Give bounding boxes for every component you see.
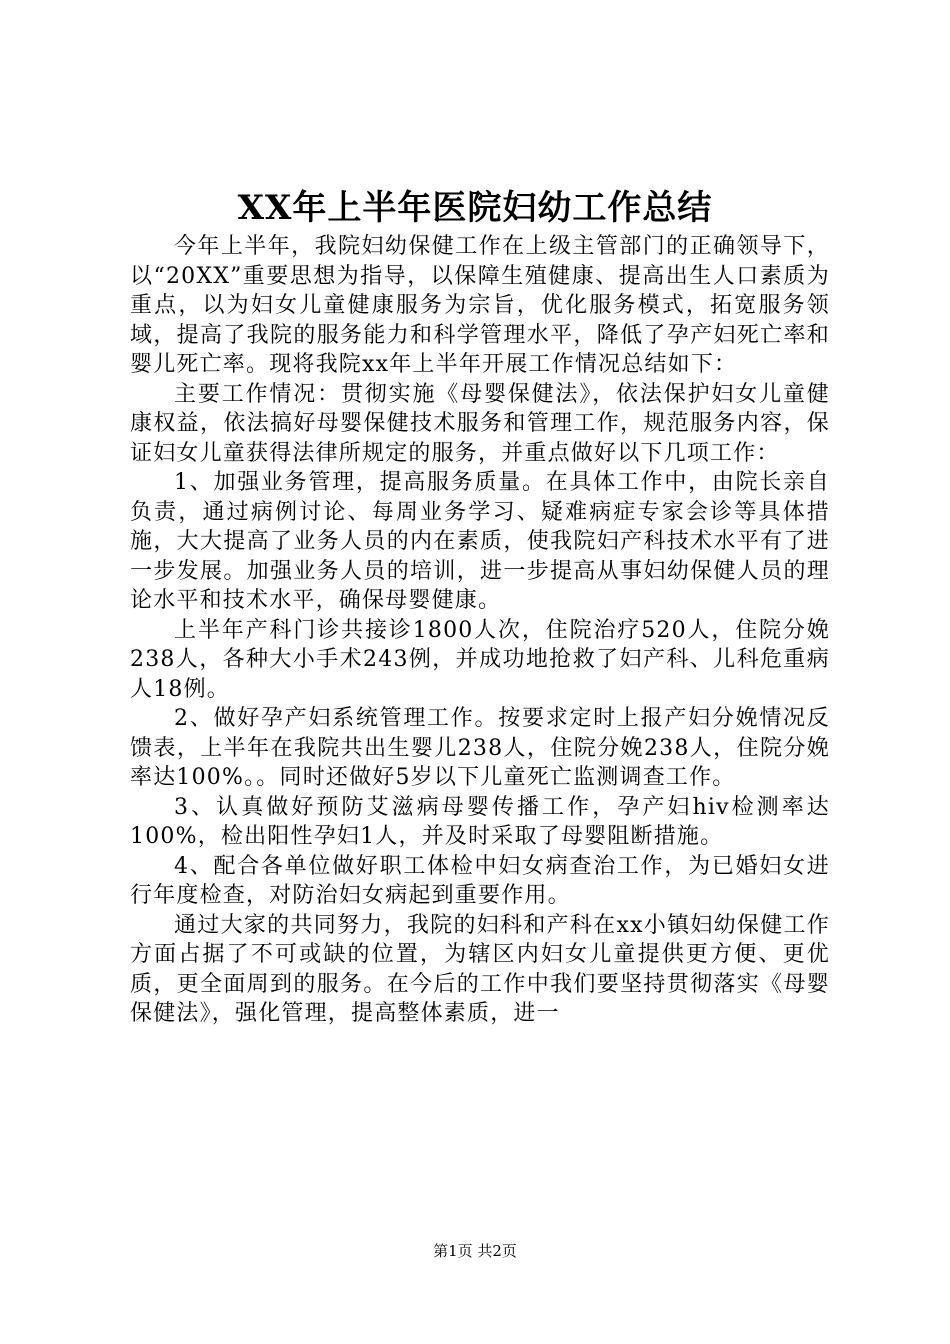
paragraph-intro: 今年上半年，我院妇幼保健工作在上级主管部门的正确领导下，以“20XX”重要思想为指导，以保障生殖健康、提高出生人口素质为重点，以为妇女儿童健康服务为宗旨，优化服务模式，拓宽服务领域，提高了我院的服务能力和科学管理水平，降低了孕产妇死亡率和婴儿死亡率。现将我院xx年上半年开展工作情况总结如下： <box>130 234 830 377</box>
paragraph-item-3: 3、认真做好预防艾滋病母婴传播工作，孕产妇hiv检测率达100%，检出阳性孕妇1人，并及时采取了母婴阻断措施。 <box>130 794 830 849</box>
document-body <box>130 232 830 1029</box>
paragraph-conclusion: 通过大家的共同努力，我院的妇科和产科在xx小镇妇幼保健工作方面占据了不可或缺的位置，为辖区内妇女儿童提供更方便、更优质，更全面周到的服务。在今后的工作中我们要坚持贯彻落实《母婴保健法》，强化管理，提高整体素质，进一 <box>130 912 830 1026</box>
paragraph-item-2: 2、做好孕产妇系统管理工作。按要求定时上报产妇分娩情况反馈表，上半年在我院共出生婴儿238人，住院分娩238人，住院分娩率达100%。。同时还做好5岁以下儿童死亡监测调查工作。 <box>130 706 830 790</box>
paragraph-item-4: 4、配合各单位做好职工体检中妇女病查治工作，为已婚妇女进行年度检查，对防治妇女病起到重要作用。 <box>130 853 830 908</box>
paragraph-item-1: 1、加强业务管理，提高服务质量。在具体工作中，由院长亲自负责，通过病例讨论、每周业务学习、疑难病症专家会诊等具体措施，大大提高了业务人员的内在素质，使我院妇产科技术水平有了进一步发展。加强业务人员的培训，进一步提高从事妇幼保健人员的理论水平和技术水平，确保母婴健康。 <box>130 470 830 613</box>
paragraph-main-work: 主要工作情况：贯彻实施《母婴保健法》，依法保护妇女儿童健康权益，依法搞好母婴保健技术服务和管理工作，规范服务内容，保证妇女儿童获得法律所规定的服务，并重点做好以下几项工作： <box>130 381 830 466</box>
document-title: XX年上半年医院妇幼工作总结 <box>237 188 713 228</box>
paragraph-statistics: 上半年产科门诊共接诊1800人次，住院治疗520人，住院分娩238人，各种大小手术243例，并成功地抢救了妇产科、儿科危重病人18例。 <box>130 617 830 702</box>
page-number-footer: 第1页 共2页 <box>433 1242 517 1260</box>
